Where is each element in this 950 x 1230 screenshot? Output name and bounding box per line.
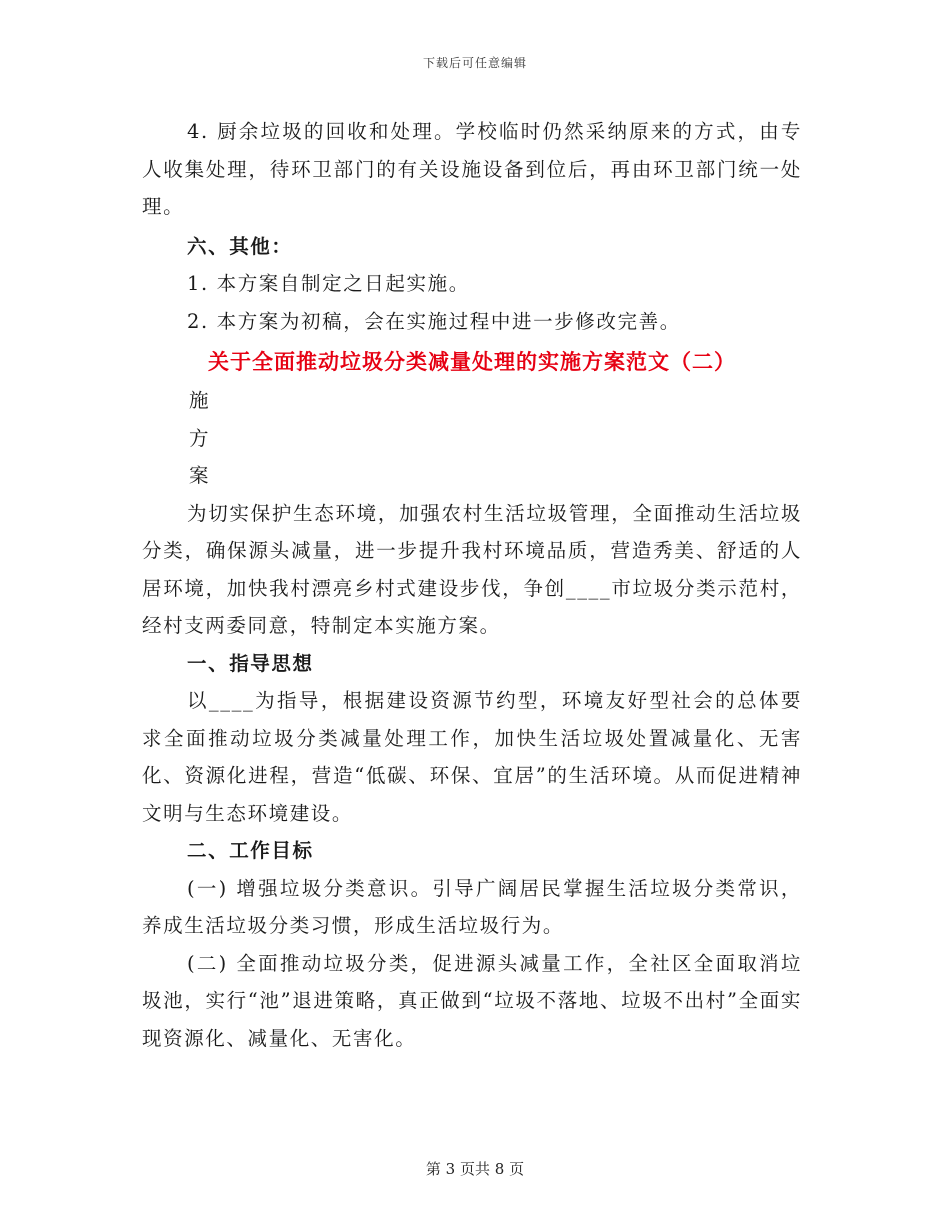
page-footer: 第 3 页共 8 页 [425,1160,525,1178]
vertical-char-3: 案 [189,464,211,487]
document-body [142,113,802,1057]
paragraph-intro: 为切实保护生态环境，加强农村生活垃圾管理，全面推动生活垃圾分类，确保源头减量，进一步提升我村环境品质，营造秀美、舒适的人居环境，加快我村漂亮乡村式建设步伐，争创____市垃圾分类示范村，经村支两委同意，特制定本实施方案。 [142,501,802,637]
section-heading-other: 六、其他： [187,234,293,258]
paragraph-guiding-ideology: 以____为指导，根据建设资源节约型，环境友好型社会的总体要求全面推动垃圾分类减量处理工作，加快生活垃圾处置减量化、无害化、资源化进程，营造“低碳、环保、宜居”的生活环境。从而促进精神文明与生态环境建设。 [142,689,802,825]
paragraph-other-2: 2. 本方案为初稿，会在实施过程中进一步修改完善。 [187,309,681,333]
section-heading-work-goals: 二、工作目标 [187,839,314,862]
page-header: 下载后可任意编辑 [422,56,527,70]
vertical-char-1: 施 [189,389,211,412]
paragraph-other-1: 1. 本方案自制定之日起实施。 [187,272,470,295]
paragraph-kitchen-waste: 4. 厨余垃圾的回收和处理。学校临时仍然采纳原来的方式，由专人收集处理，待环卫部门的有关设施设备到位后，再由环卫部门统一处理。 [142,120,802,218]
section-heading-guiding-ideology: 一、指导思想 [187,651,314,675]
paragraph-goal-2: (二) 全面推动垃圾分类，促进源头减量工作，全社区全面取消垃圾池，实行“池”退进策略，真正做到“垃圾不落地、垃圾不出村”全面实现资源化、减量化、无害化。 [142,951,802,1050]
vertical-char-2: 方 [189,426,211,450]
paragraph-goal-1: (一) 增强垃圾分类意识。引导广阔居民掌握生活垃圾分类常识，养成生活垃圾分类习惯，形成生活垃圾行为。 [142,876,802,937]
document-title: 关于全面推动垃圾分类减量处理的实施方案范文（二） [208,349,736,374]
